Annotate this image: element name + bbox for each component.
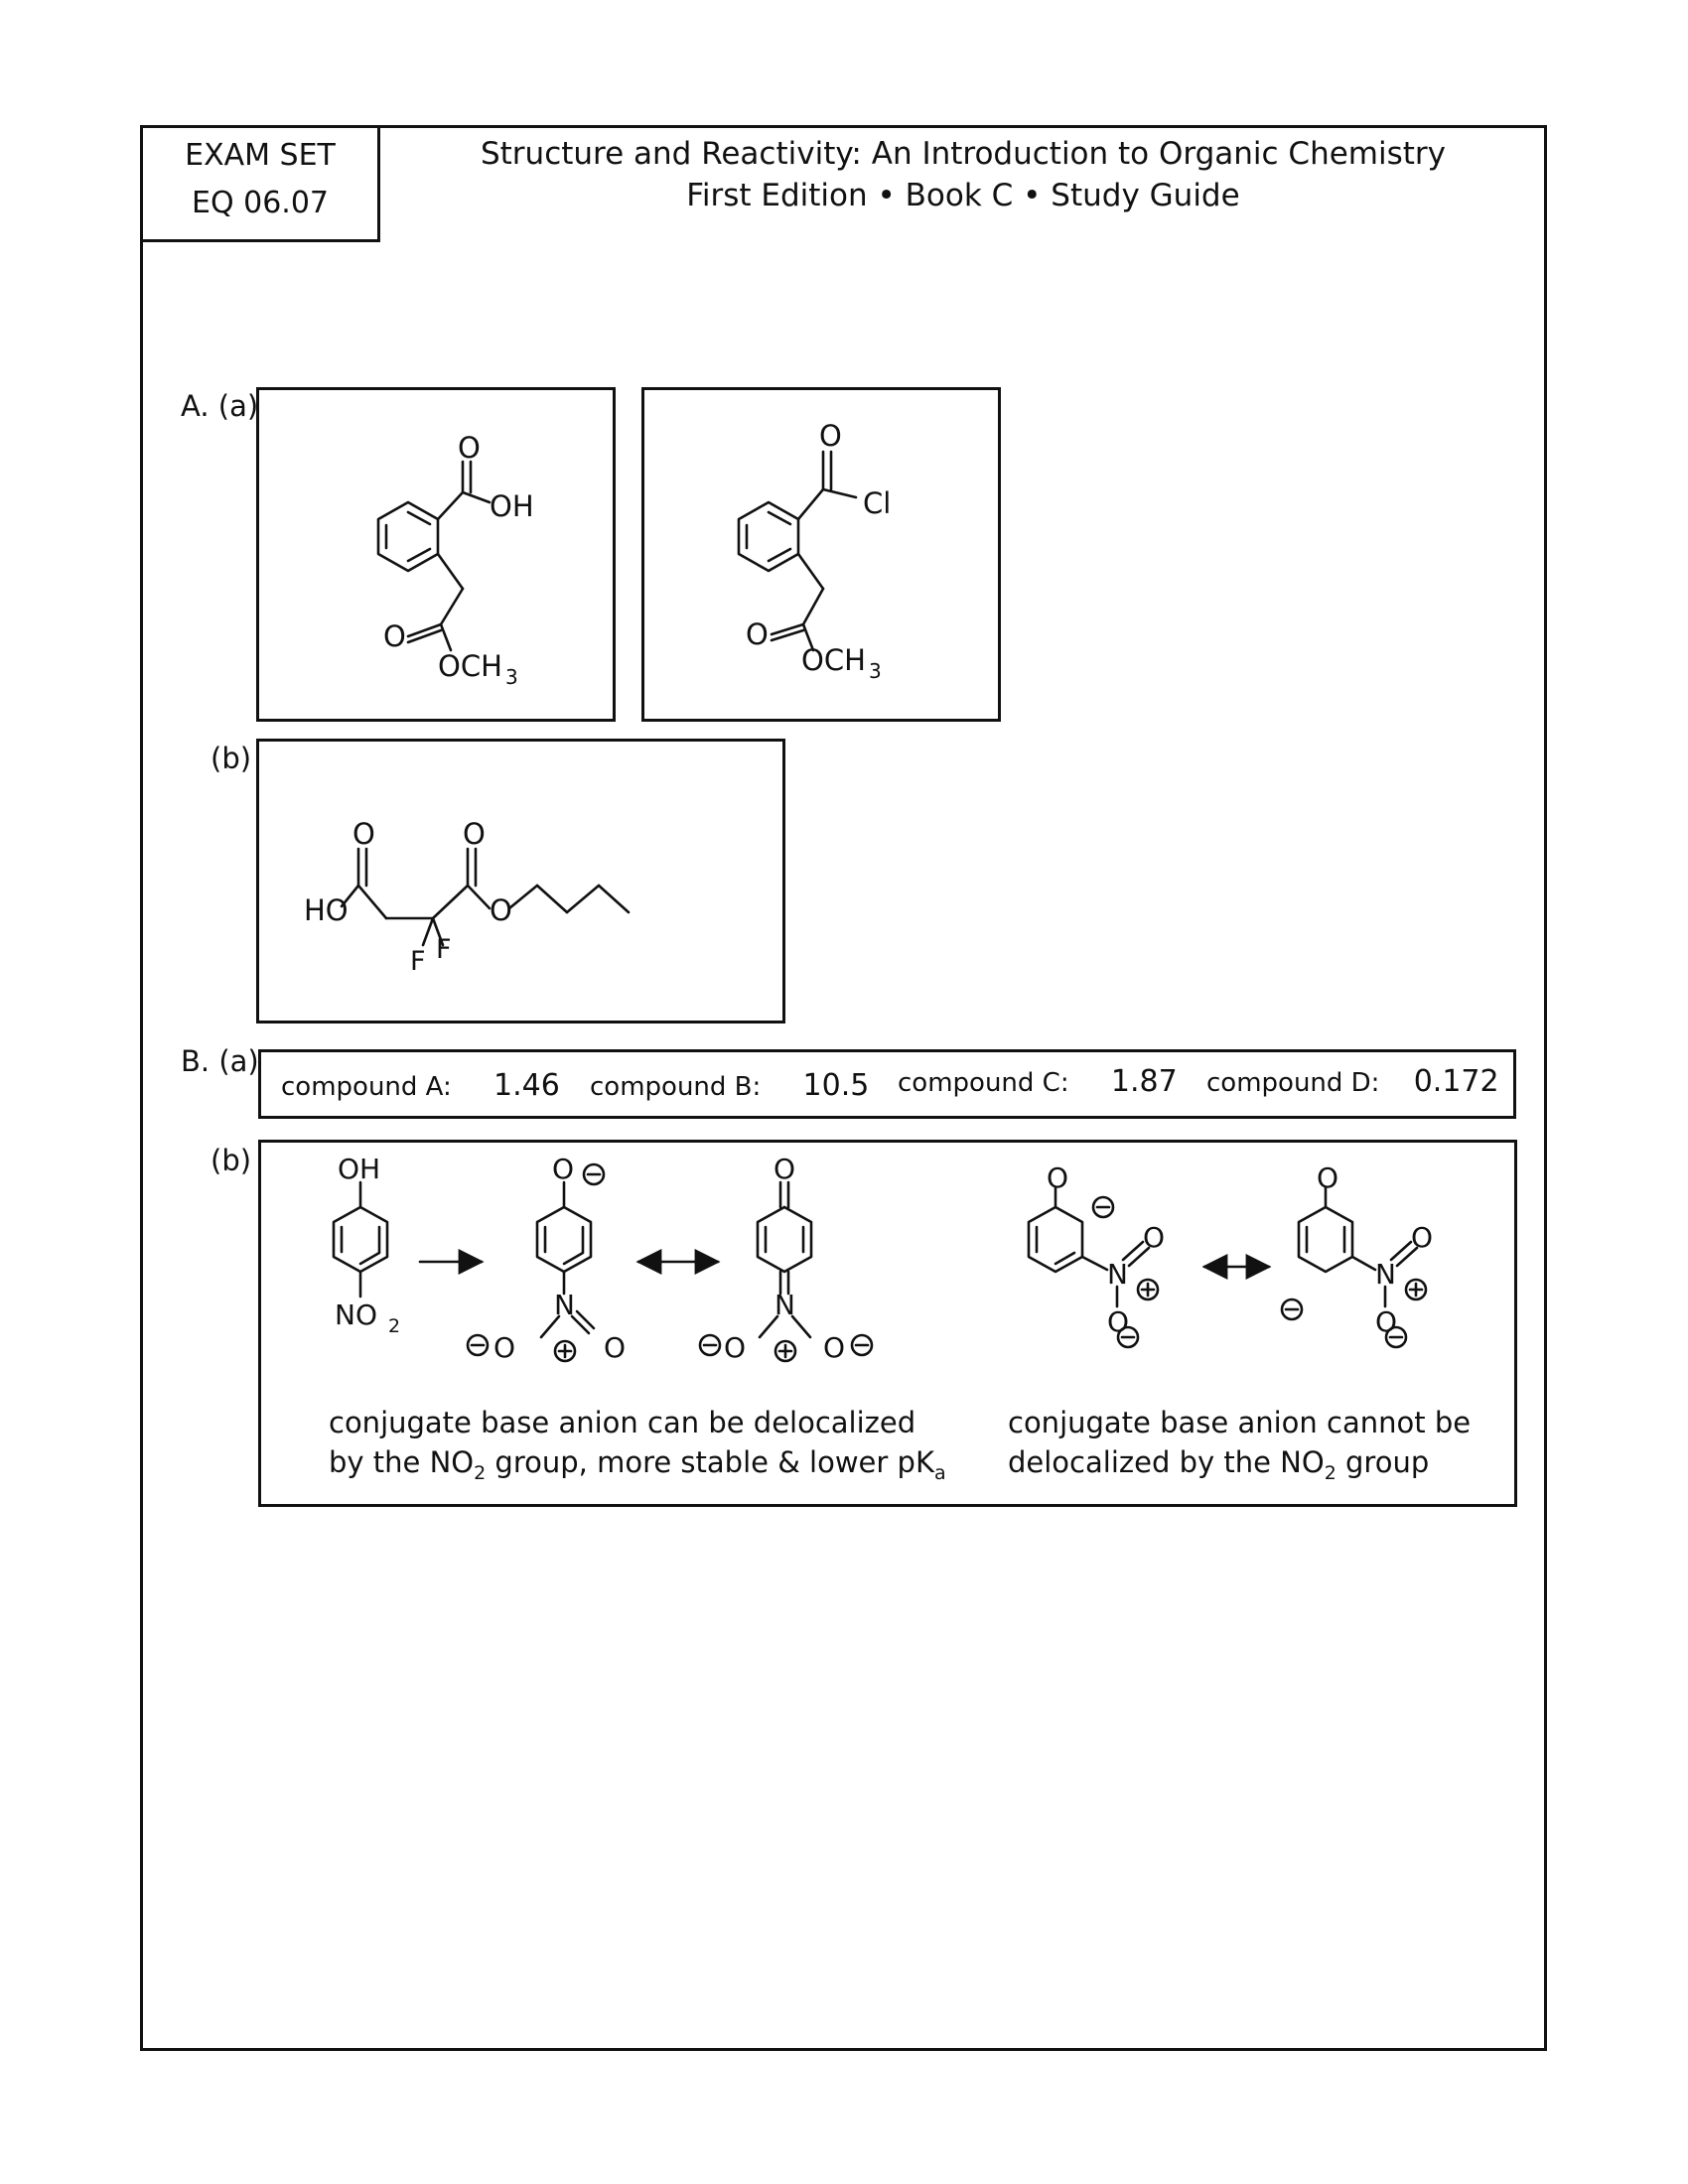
atom-o: O <box>463 817 486 851</box>
pka-item <box>898 1064 1178 1099</box>
atom-o: O <box>1375 1305 1398 1338</box>
atom-o: O <box>774 1153 796 1185</box>
atom-o: O <box>383 619 406 653</box>
atom-o: O <box>819 419 842 453</box>
section-b-label-b: (b) <box>211 1144 252 1177</box>
caption-text: by the NO <box>329 1445 475 1479</box>
atom-n: N <box>1107 1258 1128 1291</box>
atom-o: O <box>493 1331 516 1364</box>
atom-o: O <box>1047 1161 1069 1194</box>
structure-box-b <box>256 739 785 1024</box>
atom-oh: OH <box>490 489 534 523</box>
atom-o: O <box>746 617 769 651</box>
structure-box-a1 <box>256 387 616 722</box>
atom-o: O <box>1317 1161 1339 1194</box>
pka-item <box>590 1068 869 1103</box>
structure-phenoxide <box>468 1164 604 1361</box>
exam-set-label: EXAM SET <box>185 138 336 173</box>
pka-item <box>281 1068 560 1103</box>
subscript-2: 2 <box>388 1315 401 1337</box>
caption-right-line-1: conjugate base anion cannot be <box>1008 1406 1472 1439</box>
compound-c-value: 1.87 <box>1110 1064 1178 1099</box>
structure-difluoro-ester <box>259 742 782 1021</box>
caption-text: delocalized by the NO <box>1008 1445 1325 1479</box>
atom-o: O <box>604 1331 627 1364</box>
atom-f: F <box>410 946 426 977</box>
subscript-2: 2 <box>474 1462 487 1484</box>
atom-och3: OCH <box>438 649 502 683</box>
page-title <box>417 133 1509 216</box>
atom-n: N <box>1375 1258 1396 1291</box>
compound-a-label: compound A: <box>281 1072 452 1102</box>
subscript-3: 3 <box>869 659 882 683</box>
atom-o: O <box>724 1331 747 1364</box>
atom-n: N <box>774 1289 795 1321</box>
pka-item <box>1206 1064 1499 1099</box>
resonance-diagram <box>261 1143 1514 1504</box>
structure-meta-nitro-resonance <box>1282 1187 1426 1347</box>
compound-b-label: compound B: <box>590 1072 762 1102</box>
resonance-box <box>258 1140 1517 1507</box>
exam-code: EQ 06.07 <box>192 186 329 220</box>
atom-o: O <box>552 1153 575 1185</box>
atom-o: O <box>1107 1305 1130 1338</box>
pka-values-box <box>258 1049 1516 1119</box>
compound-c-label: compound C: <box>898 1068 1069 1098</box>
section-a-label-b: (b) <box>211 742 252 775</box>
atom-f: F <box>436 934 452 965</box>
compound-d-value: 0.172 <box>1413 1064 1499 1099</box>
compound-b-value: 10.5 <box>802 1068 870 1103</box>
compound-a-value: 1.46 <box>493 1068 560 1103</box>
section-a-label-a: A. (a) <box>181 389 259 423</box>
structure-box-a2 <box>641 387 1001 722</box>
structure-p-nitrophenol <box>334 1182 387 1297</box>
atom-och3: OCH <box>801 643 866 677</box>
subscript-2: 2 <box>1324 1462 1336 1484</box>
caption-left-line-2 <box>329 1445 946 1484</box>
caption-text: group, more stable & lower pK <box>486 1445 934 1479</box>
atom-o: O <box>1143 1221 1166 1254</box>
atom-n: N <box>554 1289 575 1321</box>
section-b-label-a: B. (a) <box>181 1044 259 1078</box>
structure-carboxylic-acid <box>259 390 613 719</box>
atom-ho: HO <box>304 893 349 927</box>
atom-no: NO <box>335 1298 377 1331</box>
subscript-3: 3 <box>505 665 518 689</box>
compound-d-label: compound D: <box>1206 1068 1380 1098</box>
atom-o: O <box>823 1331 846 1364</box>
title-line-2: First Edition • Book C • Study Guide <box>686 178 1240 213</box>
caption-right-line-2 <box>1008 1445 1429 1484</box>
structure-meta-nitro-enolate <box>1029 1187 1158 1347</box>
structure-acid-chloride <box>644 390 998 719</box>
atom-cl: Cl <box>863 486 892 520</box>
exam-set-box <box>140 125 380 242</box>
atom-o: O <box>1411 1221 1434 1254</box>
caption-text: group <box>1336 1445 1430 1479</box>
atom-o: O <box>352 817 375 851</box>
atom-oh: OH <box>338 1153 381 1185</box>
title-line-1: Structure and Reactivity: An Introduction to Organic Chemistry <box>480 136 1447 172</box>
caption-left-line-1: conjugate base anion can be delocalized <box>329 1406 916 1439</box>
atom-o: O <box>490 893 512 927</box>
atom-o: O <box>458 431 481 465</box>
subscript-a: a <box>933 1462 946 1484</box>
